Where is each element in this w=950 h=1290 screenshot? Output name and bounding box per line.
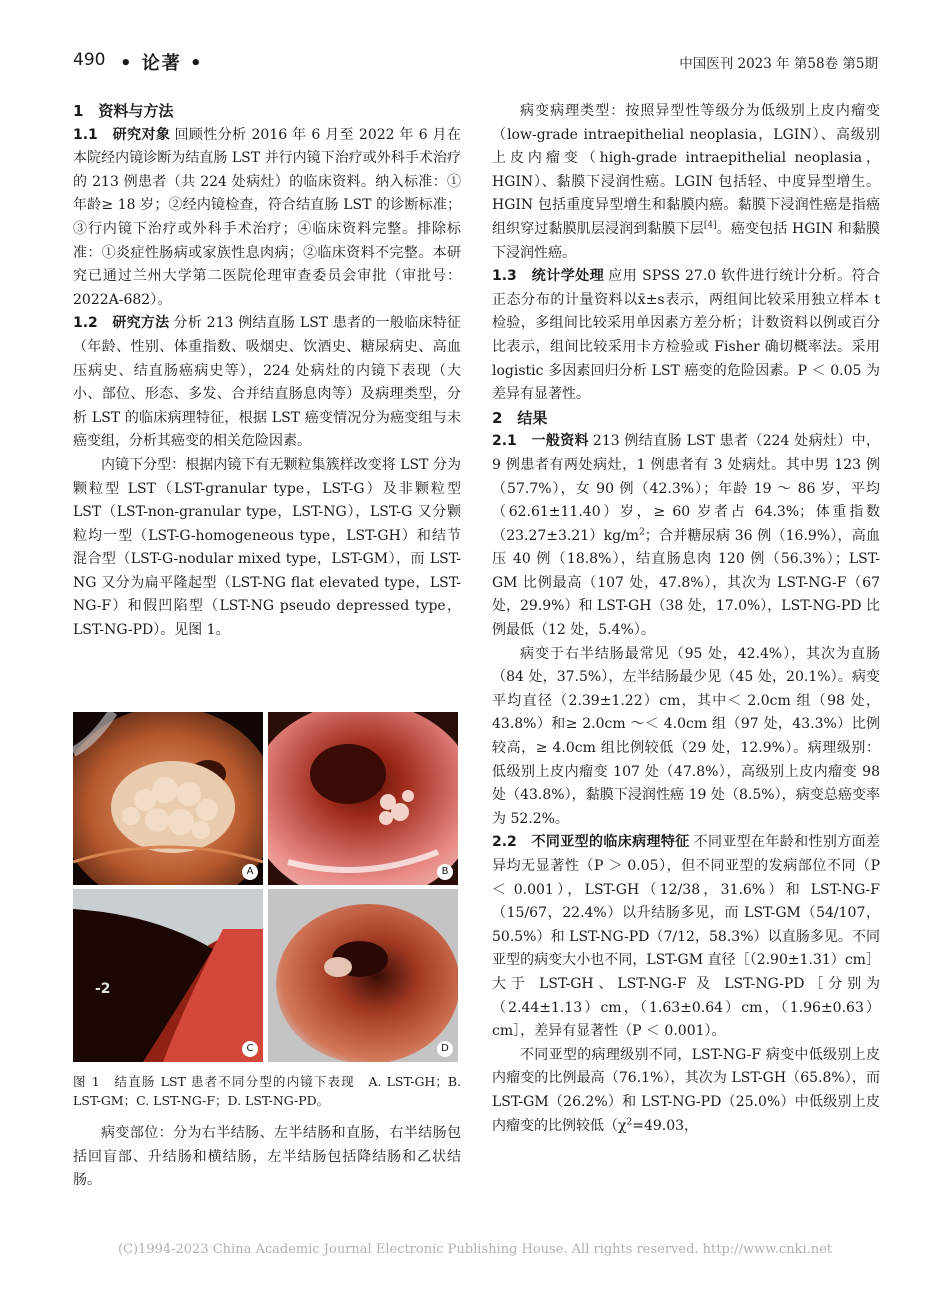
section-1-title: 1 资料与方法	[73, 102, 174, 120]
body-1-1: 回顾性分析 2016 年 6 月至 2022 年 6 月在本院经内镜诊断为结直肠 LST 并行内镜下治疗或外科手术治疗的 213 例患者（共 224 处病灶）的临床资料。纳入标准：①年龄≥ 18 岁；②经内镜检查，符合结直肠 LST 的诊断标准；③行内镜下治疗或外科手术治疗；④临床资料完整。排除标准：①炎症性肠病或家族性息肉病；②临床资料不完整。本研究已通过兰州大学第二医院伦理审查委员会审批（审批号：2022A-682）。	[73, 126, 461, 308]
paragraph-lesion-site: 病变部位：分为右半结肠、左半结肠和直肠，右半结肠包括回盲部、升结肠和横结肠，左半结肠包括降结肠和乙状结肠。	[73, 1125, 461, 1189]
page-number: 490	[73, 50, 106, 70]
superscript-2: 2	[639, 527, 645, 538]
endoscopy-photo-a	[73, 712, 263, 885]
heading-2-2: 2.2 不同亚型的临床病理特征	[492, 834, 690, 851]
endoscopy-image-b	[268, 712, 458, 885]
heading-2-1: 2.1 一般资料	[492, 433, 589, 450]
heading-1-2: 1.2 研究方法	[73, 315, 170, 332]
endoscopy-image-c	[73, 889, 263, 1062]
heading-1-1: 1.1 研究对象	[73, 126, 171, 143]
page-header	[73, 50, 878, 72]
endoscopy-image-d	[268, 889, 458, 1062]
endoscopy-photo-b	[268, 712, 458, 885]
paragraph-grade	[492, 1044, 880, 1138]
endoscopy-image-a	[73, 712, 263, 885]
paragraph-2-1	[492, 430, 880, 642]
chi-square-sup: 2	[626, 1116, 633, 1127]
panel-label-d: D	[437, 1041, 453, 1057]
paragraph-1-2	[73, 312, 461, 454]
paragraph-site-result: 病变于右半结肠最常见（95 处，42.4%），其次为直肠（84 处，37.5%），左半结肠最少见（45 处，20.1%）。病变平均直径（2.39±1.22）cm，其中＜ 2.0cm 组（98 处，43.8%）和≥ 2.0cm ～＜ 4.0cm 组（97 处，43.3%）比例较高，≥ 4.0cm 组比例较低（29 处，12.9%）。病理级别：低级别上皮内瘤变 107 处（47.8%），高级别上皮内瘤变 98 处（43.8%），黏膜下浸润性癌 19 处（8.5%），病变总癌变率为 52.2%。	[492, 645, 880, 827]
grade-text-b: =49.03，	[632, 1117, 699, 1134]
panel-label-a: A	[242, 864, 258, 880]
endoscopy-photo-c	[73, 889, 263, 1062]
paragraph-2-2	[492, 831, 880, 1043]
section-tag: • 论著 •	[120, 53, 204, 74]
paragraph-1-1	[73, 124, 461, 313]
journal-info: 中国医刊 2023 年 第58卷 第5期	[679, 56, 878, 72]
left-column	[73, 100, 461, 643]
figure-caption: 图 1 结直肠 LST 患者不同分型的内镜下表现 A. LST-GH；B. LST-GM；C. LST-NG-F；D. LST-NG-PD。	[73, 1074, 461, 1108]
section-2-title: 2 结果	[492, 408, 548, 427]
copyright-footer: (C)1994-2023 China Academic Journal Electronic Publishing House. All rights reserved. http://www.cnki.net	[117, 1242, 833, 1257]
left-column-lower	[73, 1122, 461, 1193]
figure-1	[73, 712, 458, 1062]
paragraph-pathology-type	[492, 100, 880, 265]
body-2-1-a: 213 例结直肠 LST 患者（224 处病灶）中，9 例患者有两处病灶，1 例患者有 3 处病灶。其中男 123 例（57.7%），女 90 例（42.3%）；年龄 19 ～ 86 岁，平均（62.61±11.40）岁，≥ 60 岁者占 64.3%；体重指数（23.27±3.21）kg/m	[492, 433, 880, 544]
pathology-text-a: 病变病理类型：按照异型性等级分为低级别上皮内瘤变（low-grade intraepithelial neoplasia，LGIN）、高级别上皮内瘤变（high-grade intraepithelial neoplasia，HGIN）、黏膜下浸润性癌。LGIN 包括轻、中度异型增生。HGIN 包括重度异型增生和黏膜内癌。黏膜下浸润性癌是指癌组织穿过黏膜肌层浸润到黏膜下层	[492, 103, 880, 237]
body-2-1-b: ；合并糖尿病 36 例（16.9%），高血压 40 例（18.8%），结直肠息肉 120 例（56.3%）；LST-GM 比例最高（107 处，47.8%），其次为 LST-NG-F（67 处，29.9%）和 LST-GH（38 处，17.0%），LST-NG-PD 比例最低（12 处，5.4%）。	[492, 527, 880, 639]
paragraph-endoscopic-type: 内镜下分型：根据内镜下有无颗粒集簇样改变将 LST 分为颗粒型 LST（LST-granular type，LST-G）及非颗粒型 LST（LST-non-granular type，LST-NG），LST-G 又分颗粒均一型（LST-G-homogeneous type，LST-GH）和结节混合型（LST-G-nodular mixed type，LST-GM），而 LST-NG 又分为扁平隆起型（LST-NG flat elevated type，LST-NG-F）和假凹陷型（LST-NG pseudo depressed type，LST-NG-PD）。见图 1。	[73, 456, 461, 639]
body-1-3: 应用 SPSS 27.0 软件进行统计分析。符合正态分布的计量资料以x̄±s表示，两组间比较采用独立样本 t 检验，多组间比较采用单因素方差分析；计数资料以例或百分比表示，组间比较采用卡方检验或 Fisher 确切概率法。采用 logistic 多因素回归分析 LST 癌变的危险因素。P ＜ 0.05 为差异有显著性。	[492, 268, 880, 403]
panel-c-overlay-text: -2	[95, 981, 111, 997]
grade-text-a: 不同亚型的病理级别不同，LST-NG-F 病变中低级别上皮内瘤变的比例最高（76.1%），其次为 LST-GH（65.8%），而 LST-GM（26.2%）和 LST-NG-PD（25.0%）中低级别上皮内瘤变的比例较低（χ	[492, 1046, 880, 1134]
right-column	[492, 100, 880, 1138]
body-1-2: 分析 213 例结直肠 LST 患者的一般临床特征（年龄、性别、体重指数、吸烟史、饮酒史、糖尿病史、高血压病史、结直肠癌病史等），224 处病灶的内镜下表现（大小、部位、形态、多发、合并结直肠息肉等）及病理类型，分析 LST 的临床病理特征，根据 LST 癌变情况分为癌变组与未癌变组，分析其癌变的相关危险因素。	[73, 315, 461, 450]
body-2-2: 不同亚型在年龄和性别方面差异均无显著性（P ＞ 0.05），但不同亚型的发病部位不同（P ＜ 0.001），LST-GH（12/38，31.6%）和 LST-NG-F（15/67，22.4%）以升结肠多见，而 LST-GM（54/107，50.5%）和 LST-NG-PD（7/12，58.3%）以直肠多见。不同亚型的病变大小也不同，LST-GM 直径［（2.90±1.31）cm］大于 LST-GH、LST-NG-F 及 LST-NG-PD［分别为（2.44±1.13）cm，（1.63±0.64）cm，（1.96±0.63）cm］，差异有显著性（P ＜ 0.001）。	[492, 834, 880, 1040]
panel-label-b: B	[437, 864, 453, 880]
endoscopy-photo-d	[268, 889, 458, 1062]
heading-1-3: 1.3 统计学处理	[492, 268, 605, 285]
paragraph-1-3	[492, 265, 880, 407]
panel-label-c: C	[242, 1041, 258, 1057]
citation-ref: [4]	[703, 220, 717, 231]
pathology-text-b: 。癌变包括 HGIN 和黏膜下浸润性癌。	[492, 220, 880, 261]
